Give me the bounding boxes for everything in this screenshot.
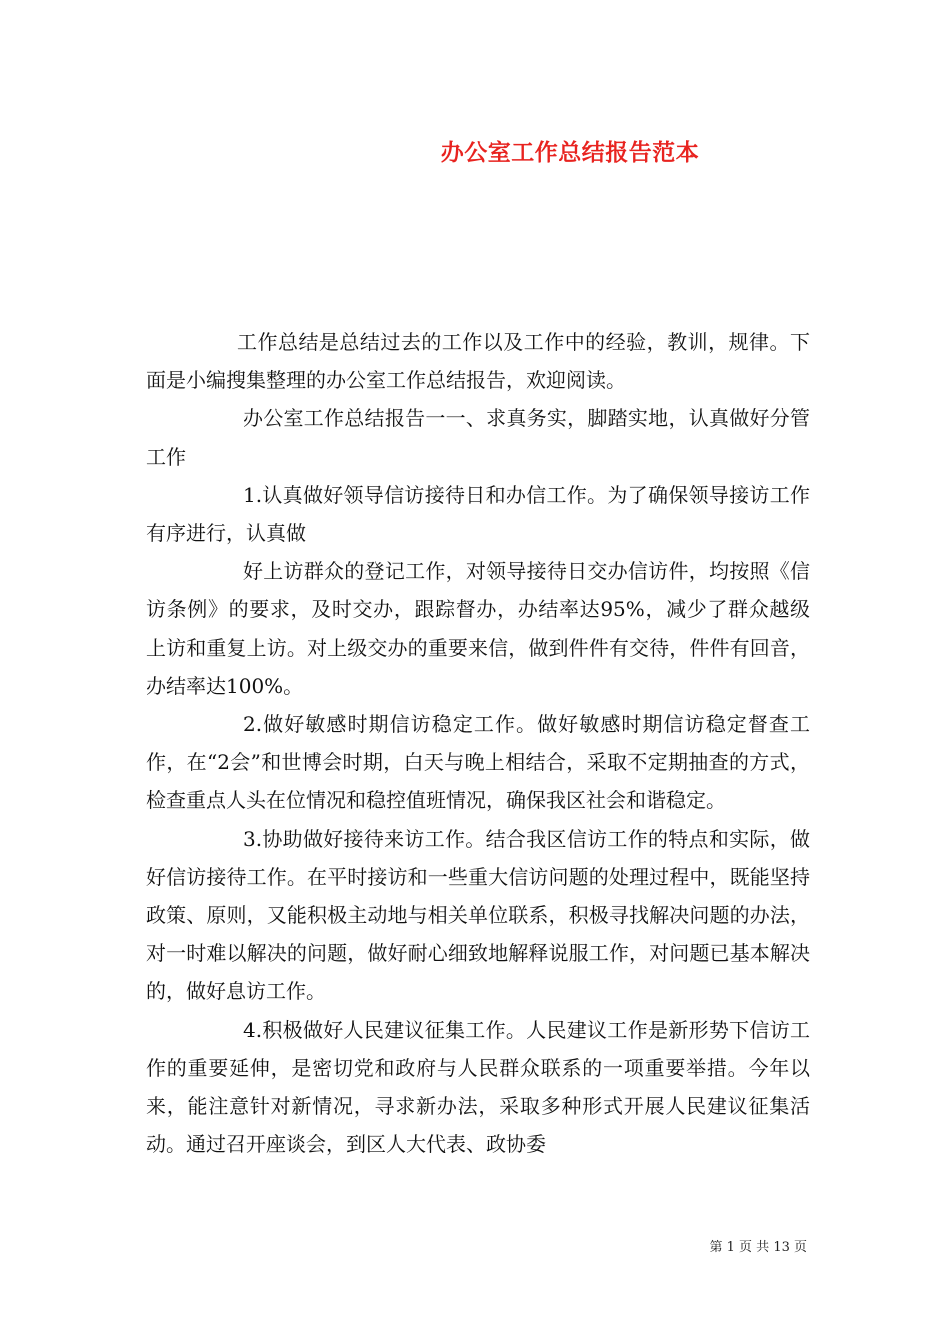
document-body bbox=[146, 323, 810, 1163]
paragraph-item-2: 2.做好敏感时期信访稳定工作。做好敏感时期信访稳定督查工作，在“2会”和世博会时期，白天与晚上相结合，采取不定期抽查的方式，检查重点人头在位情况和稳控值班情况，确保我区社会和谐稳定。 bbox=[146, 712, 810, 813]
paragraph-item-4: 4.积极做好人民建议征集工作。人民建议工作是新形势下信访工作的重要延伸，是密切党和政府与人民群众联系的一项重要举措。今年以来，能注意针对新情况，寻求新办法，采取多种形式开展人民建议征集活动。通过召开座谈会，到区人大代表、政协委 bbox=[146, 1017, 810, 1157]
paragraph-item-3: 3.协助做好接待来访工作。结合我区信访工作的特点和实际，做好信访接待工作。在平时接访和一些重大信访问题的处理过程中，既能坚持政策、原则，又能积极主动地与相关单位联系，积极寻找解决问题的办法，对一时难以解决的问题，做好耐心细致地解释说服工作，对问题已基本解决的，做好息访工作。 bbox=[146, 826, 810, 1004]
document-title: 办公室工作总结报告范本 bbox=[440, 139, 700, 166]
paragraph-item-1: 1.认真做好领导信访接待日和办信工作。为了确保领导接访工作有序进行，认真做 bbox=[146, 482, 810, 546]
page-number-footer: 第 1 页 共 13 页 bbox=[709, 1240, 807, 1255]
paragraph-item-1-continued: 好上访群众的登记工作，对领导接待日交办信访件，均按照《信访条例》的要求，及时交办，跟踪督办，办结率达95%，减少了群众越级上访和重复上访。对上级交办的重要来信，做到件件有交待，件件有回音，办结率达100%。 bbox=[146, 559, 810, 698]
paragraph-section-heading: 办公室工作总结报告一一、求真务实，脚踏实地，认真做好分管工作 bbox=[146, 406, 810, 469]
paragraph-intro: 工作总结是总结过去的工作以及工作中的经验，教训，规律。下面是小编搜集整理的办公室工作总结报告，欢迎阅读。 bbox=[146, 330, 810, 393]
